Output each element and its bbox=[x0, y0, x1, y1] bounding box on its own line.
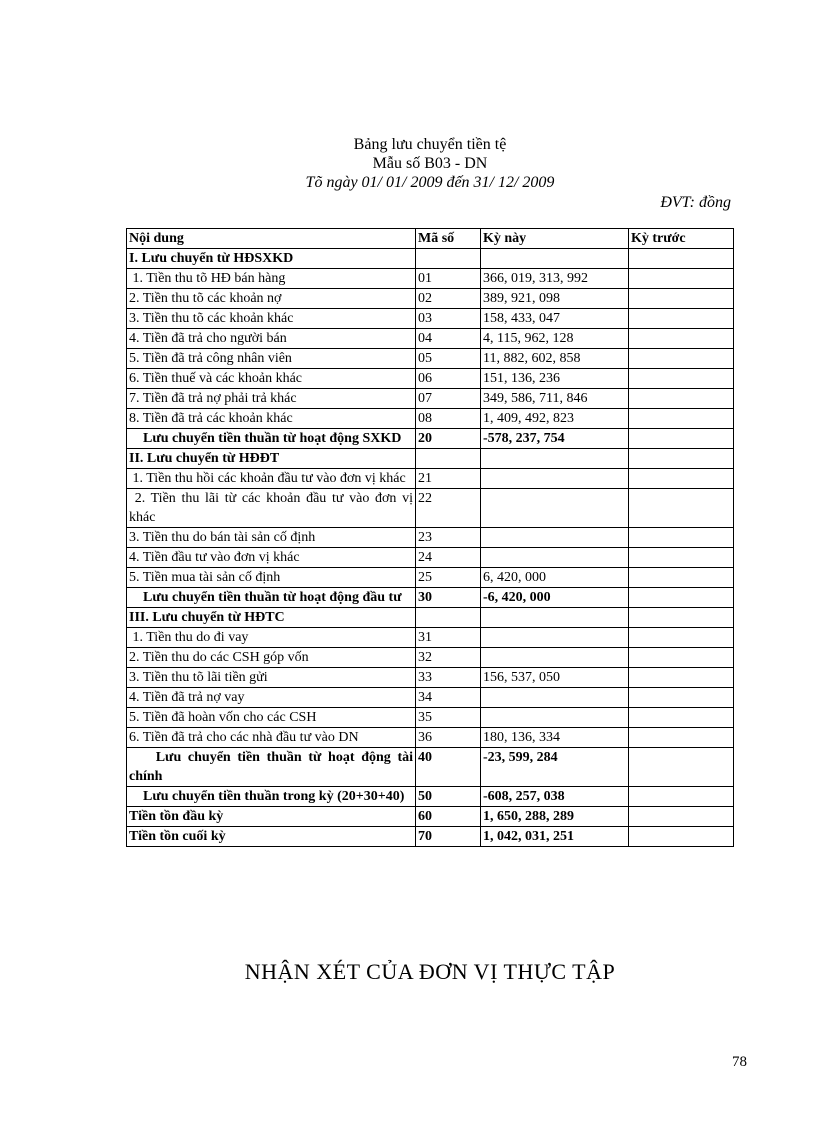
row-content: Tiền tồn đầu kỳ bbox=[127, 807, 416, 827]
row-content: 5. Tiền đã trả công nhân viên bbox=[127, 349, 416, 369]
row-current-period: 4, 115, 962, 128 bbox=[481, 329, 629, 349]
table-row bbox=[127, 429, 734, 449]
row-current-period: 349, 586, 711, 846 bbox=[481, 389, 629, 409]
row-previous-period bbox=[629, 489, 734, 528]
row-previous-period bbox=[629, 827, 734, 847]
row-previous-period bbox=[629, 449, 734, 469]
row-previous-period bbox=[629, 429, 734, 449]
table-row bbox=[127, 688, 734, 708]
table-row bbox=[127, 568, 734, 588]
table-row bbox=[127, 548, 734, 568]
table-header-row bbox=[127, 229, 734, 249]
form-number: Mẫu số B03 - DN bbox=[372, 155, 488, 172]
row-code: 31 bbox=[416, 628, 481, 648]
table-row bbox=[127, 469, 734, 489]
row-content: 6. Tiền thuế và các khoản khác bbox=[127, 369, 416, 389]
table-row bbox=[127, 249, 734, 269]
row-current-period bbox=[481, 708, 629, 728]
row-code: 36 bbox=[416, 728, 481, 748]
row-content: Lưu chuyển tiền thuần từ hoạt động tài chính bbox=[127, 748, 416, 787]
row-code: 22 bbox=[416, 489, 481, 528]
row-code bbox=[416, 249, 481, 269]
row-content: 2. Tiền thu do các CSH góp vốn bbox=[127, 648, 416, 668]
row-content: 4. Tiền đầu tư vào đơn vị khác bbox=[127, 548, 416, 568]
table-row bbox=[127, 728, 734, 748]
table-row bbox=[127, 787, 734, 807]
row-content: 1. Tiền thu tõ HĐ bán hàng bbox=[127, 269, 416, 289]
row-previous-period bbox=[629, 389, 734, 409]
row-current-period: -608, 257, 038 bbox=[481, 787, 629, 807]
row-code: 60 bbox=[416, 807, 481, 827]
row-current-period bbox=[481, 249, 629, 269]
table-row bbox=[127, 608, 734, 628]
row-current-period: -6, 420, 000 bbox=[481, 588, 629, 608]
row-code: 70 bbox=[416, 827, 481, 847]
row-previous-period bbox=[629, 608, 734, 628]
row-current-period: 180, 136, 334 bbox=[481, 728, 629, 748]
table-row bbox=[127, 628, 734, 648]
row-code: 30 bbox=[416, 588, 481, 608]
row-current-period: 1, 042, 031, 251 bbox=[481, 827, 629, 847]
row-current-period: 6, 420, 000 bbox=[481, 568, 629, 588]
row-code: 04 bbox=[416, 329, 481, 349]
row-content: 4. Tiền đã trả nợ vay bbox=[127, 688, 416, 708]
row-current-period: 366, 019, 313, 992 bbox=[481, 269, 629, 289]
row-current-period bbox=[481, 489, 629, 528]
row-previous-period bbox=[629, 588, 734, 608]
page-number: 78 bbox=[732, 1054, 747, 1070]
row-previous-period bbox=[629, 409, 734, 429]
row-code: 03 bbox=[416, 309, 481, 329]
row-content: Lưu chuyển tiền thuần trong kỳ (20+30+40) bbox=[127, 787, 416, 807]
row-current-period: -23, 599, 284 bbox=[481, 748, 629, 787]
table-row bbox=[127, 289, 734, 309]
row-current-period: 1, 409, 492, 823 bbox=[481, 409, 629, 429]
table-row bbox=[127, 409, 734, 429]
row-previous-period bbox=[629, 249, 734, 269]
row-previous-period bbox=[629, 349, 734, 369]
row-previous-period bbox=[629, 807, 734, 827]
table-row bbox=[127, 708, 734, 728]
row-code: 24 bbox=[416, 548, 481, 568]
row-content: 2. Tiền thu lãi từ các khoản đầu tư vào đơn vị khác bbox=[127, 489, 416, 528]
row-code: 35 bbox=[416, 708, 481, 728]
row-current-period bbox=[481, 548, 629, 568]
row-code: 50 bbox=[416, 787, 481, 807]
row-content: 1. Tiền thu do đi vay bbox=[127, 628, 416, 648]
row-code: 05 bbox=[416, 349, 481, 369]
row-previous-period bbox=[629, 787, 734, 807]
report-period: Tõ ngày 01/ 01/ 2009 đến 31/ 12/ 2009 bbox=[305, 174, 555, 191]
row-content: III. Lưu chuyển từ HĐTC bbox=[127, 608, 416, 628]
currency-unit: ĐVT: đồng bbox=[660, 194, 731, 211]
cash-flow-table bbox=[126, 228, 734, 847]
table-row bbox=[127, 369, 734, 389]
row-previous-period bbox=[629, 548, 734, 568]
row-current-period bbox=[481, 608, 629, 628]
row-previous-period bbox=[629, 568, 734, 588]
row-content: 6. Tiền đã trả cho các nhà đầu tư vào DN bbox=[127, 728, 416, 748]
row-previous-period bbox=[629, 668, 734, 688]
row-current-period bbox=[481, 628, 629, 648]
report-title: Bảng lưu chuyển tiền tệ bbox=[353, 136, 507, 153]
row-previous-period bbox=[629, 329, 734, 349]
row-current-period: 156, 537, 050 bbox=[481, 668, 629, 688]
table-row bbox=[127, 827, 734, 847]
row-code: 07 bbox=[416, 389, 481, 409]
row-previous-period bbox=[629, 289, 734, 309]
table-row bbox=[127, 528, 734, 548]
row-content: I. Lưu chuyển từ HĐSXKD bbox=[127, 249, 416, 269]
row-current-period bbox=[481, 528, 629, 548]
row-content: Tiền tồn cuối kỳ bbox=[127, 827, 416, 847]
row-code: 23 bbox=[416, 528, 481, 548]
row-content: 5. Tiền mua tài sản cố định bbox=[127, 568, 416, 588]
table-row bbox=[127, 588, 734, 608]
row-previous-period bbox=[629, 748, 734, 787]
col-header-previous: Kỳ trước bbox=[629, 229, 734, 249]
row-current-period: 151, 136, 236 bbox=[481, 369, 629, 389]
row-content: 7. Tiền đã trả nợ phải trả khác bbox=[127, 389, 416, 409]
row-code: 40 bbox=[416, 748, 481, 787]
row-previous-period bbox=[629, 269, 734, 289]
col-header-content: Nội dung bbox=[127, 229, 416, 249]
row-code: 02 bbox=[416, 289, 481, 309]
row-code bbox=[416, 608, 481, 628]
row-code: 21 bbox=[416, 469, 481, 489]
table-row bbox=[127, 648, 734, 668]
table-row bbox=[127, 349, 734, 369]
row-content: 8. Tiền đã trả các khoản khác bbox=[127, 409, 416, 429]
row-content: Lưu chuyển tiền thuần từ hoạt động SXKD bbox=[127, 429, 416, 449]
row-current-period bbox=[481, 449, 629, 469]
row-code bbox=[416, 449, 481, 469]
table-row bbox=[127, 668, 734, 688]
table-row bbox=[127, 807, 734, 827]
row-content: 3. Tiền thu do bán tài sản cố định bbox=[127, 528, 416, 548]
row-content: 5. Tiền đã hoàn vốn cho các CSH bbox=[127, 708, 416, 728]
table-row bbox=[127, 269, 734, 289]
row-current-period bbox=[481, 469, 629, 489]
row-previous-period bbox=[629, 708, 734, 728]
col-header-code: Mã số bbox=[416, 229, 481, 249]
row-current-period bbox=[481, 688, 629, 708]
row-previous-period bbox=[629, 628, 734, 648]
row-previous-period bbox=[629, 309, 734, 329]
row-current-period: 389, 921, 098 bbox=[481, 289, 629, 309]
table-row bbox=[127, 389, 734, 409]
row-current-period: 11, 882, 602, 858 bbox=[481, 349, 629, 369]
row-previous-period bbox=[629, 369, 734, 389]
table-row bbox=[127, 309, 734, 329]
row-content: 3. Tiền thu tõ lãi tiền gửi bbox=[127, 668, 416, 688]
row-content: 3. Tiền thu tõ các khoản khác bbox=[127, 309, 416, 329]
row-previous-period bbox=[629, 728, 734, 748]
table-row bbox=[127, 449, 734, 469]
row-code: 01 bbox=[416, 269, 481, 289]
row-code: 33 bbox=[416, 668, 481, 688]
row-code: 34 bbox=[416, 688, 481, 708]
row-current-period bbox=[481, 648, 629, 668]
row-code: 06 bbox=[416, 369, 481, 389]
row-content: 1. Tiền thu hồi các khoản đầu tư vào đơn vị khác bbox=[127, 469, 416, 489]
row-content: II. Lưu chuyển từ HĐĐT bbox=[127, 449, 416, 469]
row-content: 4. Tiền đã trả cho người bán bbox=[127, 329, 416, 349]
section-heading: NHẬN XÉT CỦA ĐƠN VỊ THỰC TẬP bbox=[244, 959, 616, 984]
row-current-period: 1, 650, 288, 289 bbox=[481, 807, 629, 827]
table-row bbox=[127, 489, 734, 528]
row-code: 25 bbox=[416, 568, 481, 588]
row-code: 32 bbox=[416, 648, 481, 668]
col-header-current: Kỳ này bbox=[481, 229, 629, 249]
row-previous-period bbox=[629, 648, 734, 668]
row-previous-period bbox=[629, 688, 734, 708]
row-previous-period bbox=[629, 528, 734, 548]
table-row bbox=[127, 748, 734, 787]
row-current-period: 158, 433, 047 bbox=[481, 309, 629, 329]
table-row bbox=[127, 329, 734, 349]
row-content: Lưu chuyển tiền thuần từ hoạt động đầu tư bbox=[127, 588, 416, 608]
row-previous-period bbox=[629, 469, 734, 489]
row-code: 20 bbox=[416, 429, 481, 449]
row-code: 08 bbox=[416, 409, 481, 429]
row-current-period: -578, 237, 754 bbox=[481, 429, 629, 449]
row-content: 2. Tiền thu tõ các khoản nợ bbox=[127, 289, 416, 309]
